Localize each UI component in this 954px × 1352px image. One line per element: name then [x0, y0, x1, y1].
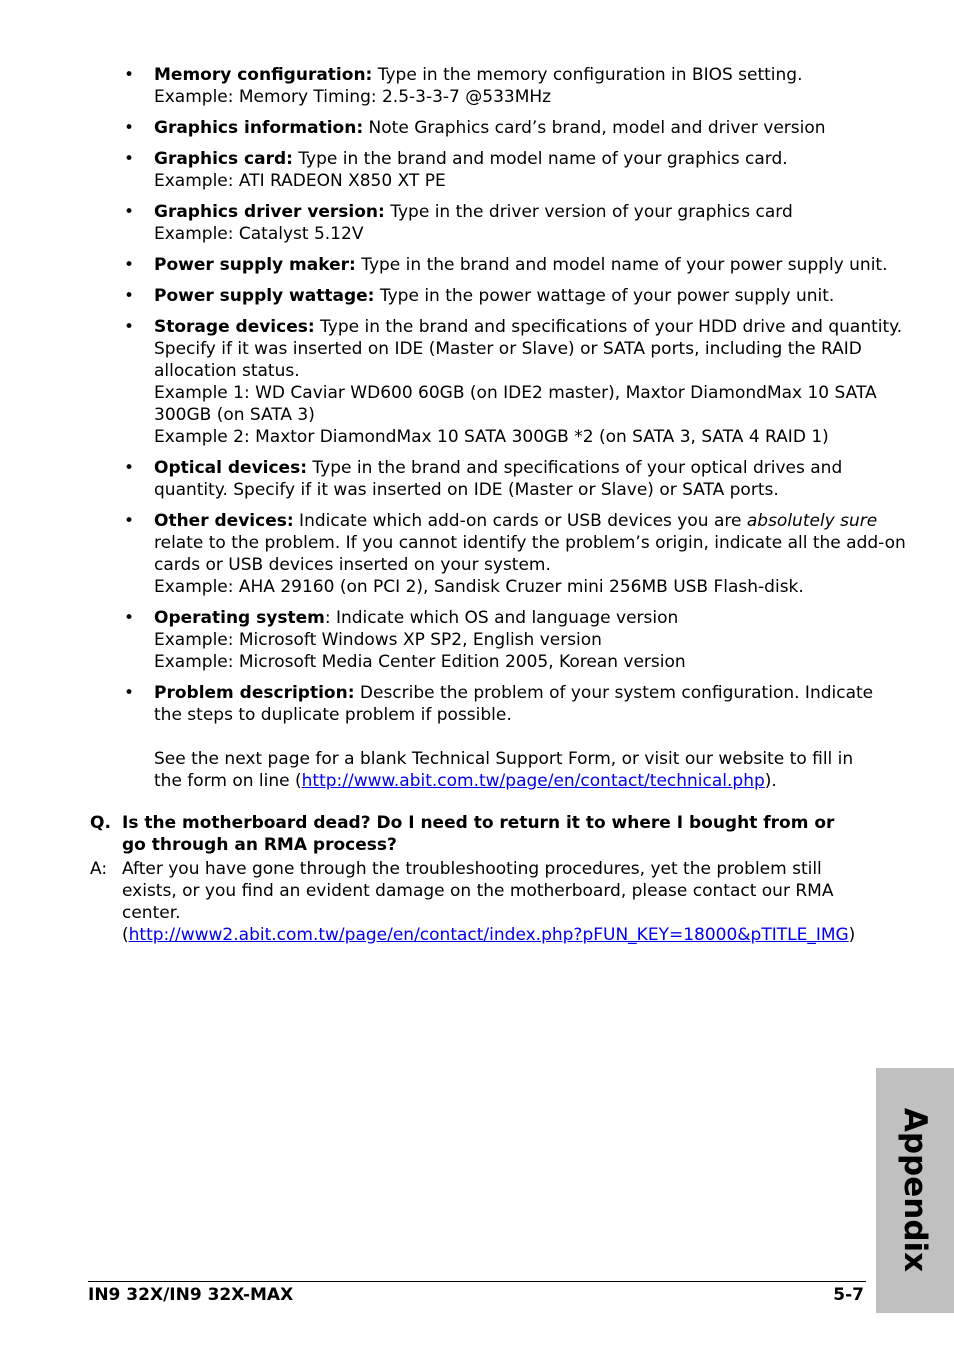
question-text: Is the motherboard dead? Do I need to return it to where I bought from or go through an RMA process?	[122, 813, 835, 855]
answer-label: A:	[90, 859, 108, 879]
list-item	[124, 316, 903, 448]
bullet-icon: •	[124, 118, 135, 138]
item-text: Note Graphics card’s brand, model and driver version	[363, 118, 826, 138]
item-label: Graphics information:	[154, 118, 364, 138]
item-text: Type in the brand and model name of your graphics card.	[292, 149, 788, 169]
item-text: Type in the brand and specifications of your HDD drive and quantity.	[314, 317, 903, 337]
item-text: Describe the problem of your system configuration. Indicate	[354, 683, 874, 703]
item-text: Type in the driver version of your graphics card	[384, 202, 793, 222]
item-label: Power supply maker:	[154, 255, 356, 275]
item-text: Indicate which add-on cards or USB devices you are	[293, 511, 747, 531]
list-item	[124, 148, 874, 192]
item-text: Type in the power wattage of your power supply unit.	[374, 286, 835, 306]
item-label: Memory configuration:	[154, 65, 373, 85]
footer-page-number: 5-7	[833, 1285, 864, 1305]
item-label: Graphics card:	[154, 149, 293, 169]
item-line: Example: Catalyst 5.12V	[154, 224, 364, 244]
item-line: quantity. Specify if it was inserted on IDE (Master or Slave) or SATA ports.	[154, 480, 779, 500]
list-item	[124, 201, 874, 245]
bullet-icon: •	[124, 65, 135, 85]
item-text: Type in the brand and model name of your power supply unit.	[355, 255, 888, 275]
item-line: Example 2: Maxtor DiamondMax 10 SATA 300GB *2 (on SATA 3, SATA 4 RAID 1)	[154, 427, 829, 447]
bullet-icon: •	[124, 286, 135, 306]
list-item	[124, 117, 874, 139]
list-item	[124, 682, 874, 792]
item-label: Problem description:	[154, 683, 355, 703]
bullet-icon: •	[124, 255, 135, 275]
list-item	[124, 457, 874, 501]
item-line: Example: Microsoft Media Center Edition 2005, Korean version	[154, 652, 686, 672]
item-line: Example 1: WD Caviar WD600 60GB (on IDE2 master), Maxtor DiamondMax 10 SATA	[154, 383, 877, 403]
faq-answer: A: After you have gone through the troubleshooting procedures, yet the problem still exists, or you find an evident damage on the motherboard, please contact our RMA center. (http://www2.abit.com.tw/page/en/contact/index.php?pFUN_KEY=18000&pTITLE_IMG)	[90, 859, 856, 945]
item-line: Example: ATI RADEON X850 XT PE	[154, 171, 446, 191]
item-label: Power supply wattage:	[154, 286, 375, 306]
bullet-icon: •	[124, 511, 135, 531]
item-text: Type in the memory configuration in BIOS setting.	[372, 65, 803, 85]
footer-divider	[88, 1281, 866, 1282]
item-line: Example: AHA 29160 (on PCI 2), Sandisk Cruzer mini 256MB USB Flash-disk.	[154, 577, 804, 597]
item-label: Optical devices:	[154, 458, 307, 478]
item-line: relate to the problem. If you cannot identify the problem’s origin, indicate all the add-on	[154, 533, 906, 553]
list-item	[124, 510, 906, 598]
appendix-tab-label: Appendix	[897, 1107, 933, 1273]
bullet-icon: •	[124, 149, 135, 169]
list-item	[124, 254, 888, 276]
list-item	[124, 64, 874, 108]
item-emphasis: absolutely sure	[746, 511, 878, 531]
item-label: Storage devices:	[154, 317, 315, 337]
bullet-icon: •	[124, 458, 135, 478]
item-line: Example: Memory Timing: 2.5-3-3-7 @533MHz	[154, 87, 552, 107]
item-line: Specify if it was inserted on IDE (Master or Slave) or SATA ports, including the RAID	[154, 339, 862, 359]
footer-model: IN9 32X/IN9 32X-MAX	[88, 1285, 294, 1305]
item-label: Operating system	[154, 608, 325, 628]
item-line: cards or USB devices inserted on your system.	[154, 555, 551, 575]
question-label: Q.	[90, 813, 111, 833]
list-item	[124, 607, 874, 673]
technical-support-link[interactable]: http://www.abit.com.tw/page/en/contact/technical.php	[301, 771, 765, 791]
item-line: Example: Microsoft Windows XP SP2, English version	[154, 630, 602, 650]
item-label: Other devices:	[154, 511, 294, 531]
bullet-icon: •	[124, 317, 135, 337]
troubleshooting-info-list	[124, 64, 906, 801]
bullet-icon: •	[124, 683, 135, 703]
list-item	[124, 285, 874, 307]
bullet-icon: •	[124, 202, 135, 222]
item-text: Type in the brand and specifications of your optical drives and	[307, 458, 843, 478]
item-line: the steps to duplicate problem if possible.	[154, 705, 512, 725]
answer-text: After you have gone through the troubleshooting procedures, yet the problem still exists, or you find an evident damage on the motherboard, please contact our RMA center.	[122, 859, 834, 923]
appendix-side-tab	[876, 1068, 954, 1313]
faq-question	[90, 812, 850, 856]
item-text: : Indicate which OS and language version	[324, 608, 679, 628]
item-line: 300GB (on SATA 3)	[154, 405, 315, 425]
item-line: allocation status.	[154, 361, 300, 381]
rma-center-link[interactable]: http://www2.abit.com.tw/page/en/contact/index.php?pFUN_KEY=18000&pTITLE_IMG	[128, 925, 849, 945]
support-form-note: See the next page for a blank Technical Support Form, or visit our website to fill in the form on line (http://www.abit.com.tw/page/en/contact/technical.php).	[154, 749, 854, 791]
item-label: Graphics driver version:	[154, 202, 385, 222]
bullet-icon: •	[124, 608, 135, 628]
